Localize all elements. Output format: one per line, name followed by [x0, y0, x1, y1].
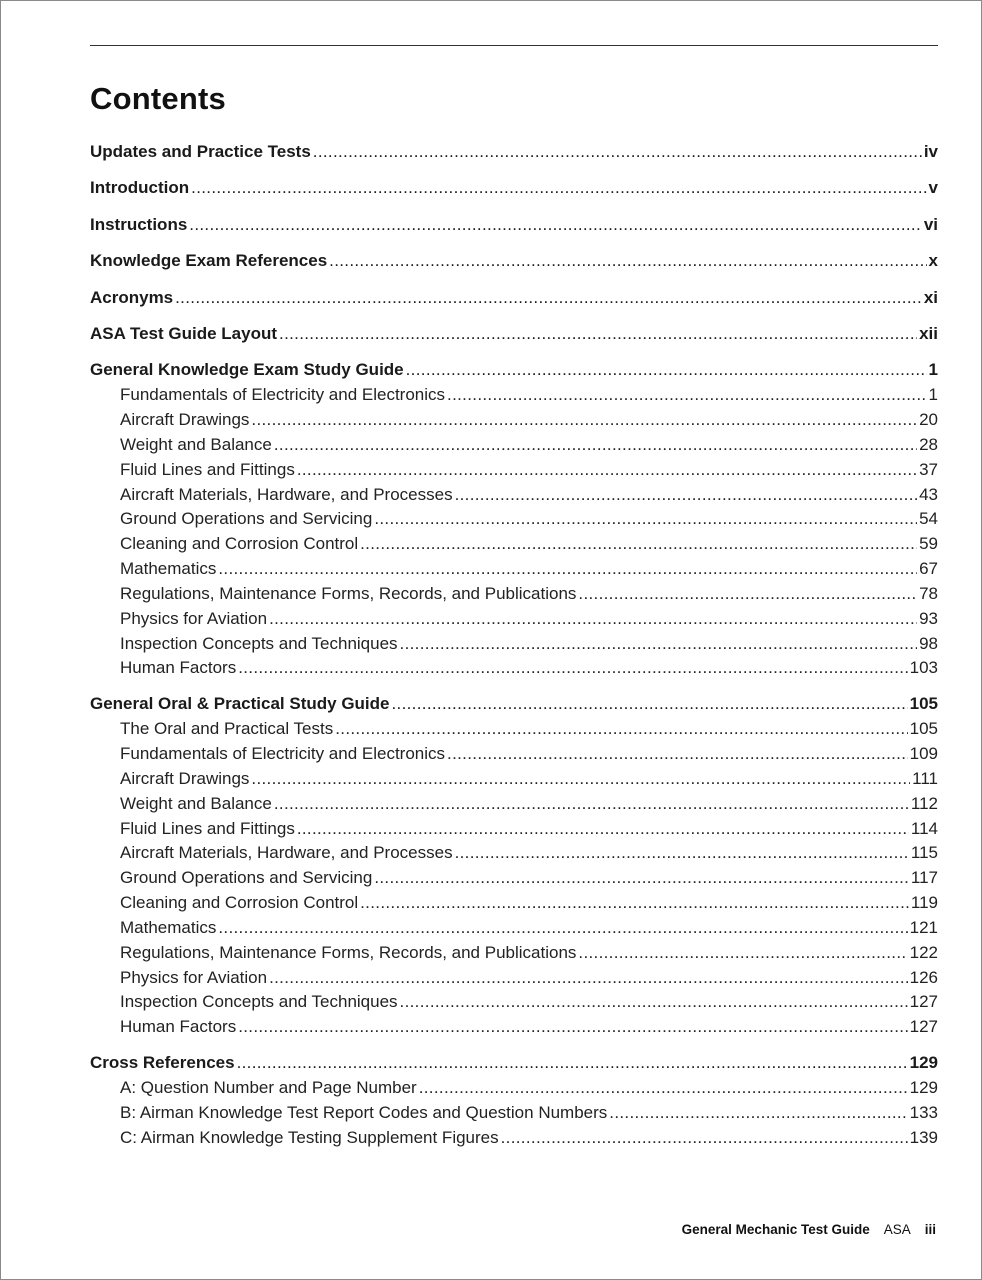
- toc-entry[interactable]: [90, 1051, 938, 1076]
- dot-leader: [400, 632, 918, 657]
- toc-entry-page-number: 67: [919, 559, 938, 579]
- top-rule: [90, 45, 938, 46]
- toc-entry-label: C: Airman Knowledge Testing Supplement Figures: [120, 1127, 499, 1147]
- toc-entry-label: Mathematics: [120, 917, 217, 937]
- toc-entry[interactable]: [90, 656, 938, 681]
- dot-leader: [251, 408, 917, 433]
- dot-leader: [360, 532, 917, 557]
- toc-entry[interactable]: [90, 458, 938, 483]
- dot-leader: [501, 1126, 908, 1151]
- dot-leader: [374, 507, 917, 532]
- toc-entry[interactable]: [90, 140, 938, 176]
- dot-leader: [609, 1101, 907, 1126]
- toc-entry-label: ASA Test Guide Layout: [90, 323, 278, 343]
- page-footer: [682, 1222, 936, 1237]
- toc-entry[interactable]: [90, 582, 938, 607]
- toc-entry-label: Aircraft Materials, Hardware, and Processes: [120, 484, 453, 504]
- footer-publisher: ASA: [883, 1222, 911, 1237]
- dot-leader: [297, 458, 917, 483]
- page-title: Contents: [90, 81, 226, 116]
- toc-entry[interactable]: [90, 742, 938, 767]
- toc-entry[interactable]: [90, 692, 938, 717]
- footer-book-title: General Mechanic Test Guide: [681, 1222, 870, 1237]
- dot-leader: [237, 1051, 908, 1075]
- footer-page-number: iii: [924, 1222, 936, 1237]
- toc-entry-page-number: 121: [909, 917, 938, 937]
- dot-leader: [251, 767, 910, 792]
- toc-entry[interactable]: [90, 358, 938, 383]
- dot-leader: [269, 607, 917, 632]
- toc-entry-page-number: 122: [909, 942, 938, 962]
- toc-entry-page-number: 1: [928, 385, 938, 405]
- toc-entry-page-number: 93: [919, 608, 938, 628]
- toc-entry[interactable]: [90, 483, 938, 508]
- toc-entry-label: Human Factors: [120, 658, 237, 678]
- toc-entry-label: Aircraft Drawings: [120, 410, 250, 430]
- dot-leader: [360, 891, 909, 916]
- toc-entry[interactable]: [90, 557, 938, 582]
- toc-entry-label: Mathematics: [120, 559, 217, 579]
- toc-entry[interactable]: [90, 249, 938, 285]
- toc-entry-page-number: xii: [919, 323, 938, 343]
- toc-entry-page-number: 98: [919, 633, 938, 653]
- toc-entry[interactable]: [90, 841, 938, 866]
- dot-leader: [374, 866, 909, 891]
- toc-entry[interactable]: [90, 717, 938, 742]
- toc-entry-page-number: 112: [910, 793, 938, 813]
- dot-leader: [447, 742, 908, 767]
- toc-entry-page-number: 20: [919, 410, 938, 430]
- toc-entry-label: Updates and Practice Tests: [90, 142, 311, 161]
- dot-leader: [189, 213, 922, 237]
- toc-entry-label: Aircraft Drawings: [120, 768, 250, 788]
- toc-entry-page-number: 111: [912, 768, 938, 788]
- toc-entry[interactable]: [90, 383, 938, 408]
- toc-entry-page-number: 139: [909, 1127, 938, 1147]
- toc-entry[interactable]: [90, 1101, 938, 1126]
- dot-leader: [218, 557, 917, 582]
- toc-entry-label: Regulations, Maintenance Forms, Records, and Publications: [120, 942, 577, 962]
- toc-entry-label: Human Factors: [120, 1017, 237, 1037]
- toc-entry[interactable]: [90, 433, 938, 458]
- toc-entry[interactable]: [90, 408, 938, 433]
- toc-entry-label: Ground Operations and Servicing: [120, 868, 373, 888]
- toc-entry[interactable]: [90, 990, 938, 1015]
- dot-leader: [578, 941, 907, 966]
- toc-entry-label: Regulations, Maintenance Forms, Records, and Publications: [120, 583, 577, 603]
- toc-entry[interactable]: [90, 866, 938, 891]
- toc-entry[interactable]: [90, 966, 938, 991]
- toc-entry-page-number: 105: [909, 719, 938, 739]
- dot-leader: [455, 483, 918, 508]
- toc-entry-page-number: 133: [909, 1102, 938, 1122]
- toc-entry-page-number: 43: [919, 484, 938, 504]
- toc-entry-page-number: 109: [909, 744, 938, 763]
- toc-entry-page-number: 127: [909, 992, 938, 1012]
- toc-entry-page-number: 114: [910, 818, 938, 838]
- dot-leader: [406, 358, 927, 382]
- dot-leader: [392, 692, 908, 716]
- toc-entry[interactable]: [90, 176, 938, 212]
- toc-entry-page-number: 117: [910, 868, 938, 888]
- dot-leader: [238, 1015, 907, 1040]
- dot-leader: [335, 717, 907, 742]
- toc-entry-page-number: 119: [910, 893, 938, 913]
- toc-entry[interactable]: [90, 792, 938, 817]
- toc-entry-page-number: 105: [909, 694, 938, 714]
- toc-entry-page-number: 129: [909, 1053, 938, 1073]
- toc-entry-page-number: 28: [919, 434, 938, 454]
- toc-entry-page-number: 37: [919, 459, 938, 479]
- dot-leader: [400, 990, 908, 1015]
- toc-entry-page-number: 115: [910, 843, 938, 863]
- toc-entry-page-number: 129: [909, 1077, 938, 1097]
- toc-entry[interactable]: [90, 916, 938, 941]
- toc-entry[interactable]: [90, 507, 938, 532]
- dot-leader: [455, 841, 909, 866]
- dot-leader: [269, 966, 908, 991]
- toc-entry-label: General Oral & Practical Study Guide: [90, 694, 390, 714]
- toc-entry[interactable]: [90, 1076, 938, 1101]
- dot-leader: [329, 249, 926, 273]
- dot-leader: [274, 433, 917, 458]
- toc-entry-page-number: vi: [923, 214, 938, 234]
- toc-entry[interactable]: [90, 532, 938, 557]
- dot-leader: [313, 140, 922, 164]
- dot-leader: [578, 582, 917, 607]
- dot-leader: [447, 383, 926, 408]
- toc-entry-label: Fluid Lines and Fittings: [120, 818, 295, 838]
- toc-entry-label: Physics for Aviation: [120, 967, 268, 987]
- dot-leader: [191, 176, 926, 200]
- toc-entry[interactable]: [90, 767, 938, 792]
- toc-entry-label: The Oral and Practical Tests: [120, 719, 334, 739]
- toc-entry-label: Instructions: [90, 214, 188, 234]
- dot-leader: [218, 916, 907, 941]
- toc-entry-label: Inspection Concepts and Techniques: [120, 992, 398, 1012]
- toc-entry-label: Physics for Aviation: [120, 608, 268, 628]
- toc-entry-page-number: 103: [909, 658, 938, 678]
- dot-leader: [297, 817, 909, 842]
- toc-entry-label: B: Airman Knowledge Test Report Codes and Question Numbers: [120, 1102, 608, 1122]
- toc-entry-label: Fluid Lines and Fittings: [120, 459, 295, 479]
- dot-leader: [238, 656, 907, 681]
- toc-entry-label: Ground Operations and Servicing: [120, 509, 373, 529]
- toc-entry-label: Introduction: [90, 178, 190, 198]
- toc-entry-label: Cross References: [90, 1053, 235, 1073]
- dot-leader: [274, 792, 909, 817]
- dot-leader: [279, 322, 917, 346]
- toc-entry-label: Knowledge Exam References: [90, 251, 328, 271]
- toc-entry-page-number: 127: [909, 1017, 938, 1037]
- toc-entry[interactable]: [90, 1126, 938, 1151]
- toc-entry-page-number: 78: [919, 583, 938, 603]
- toc-entry-page-number: x: [928, 251, 938, 271]
- toc-entry-page-number: 54: [919, 509, 938, 529]
- toc-entry-label: A: Question Number and Page Number: [120, 1077, 417, 1097]
- toc-entry-label: General Knowledge Exam Study Guide: [90, 360, 404, 380]
- toc-entry[interactable]: [90, 213, 938, 249]
- dot-leader: [419, 1076, 908, 1101]
- toc-entry-page-number: 126: [909, 967, 938, 987]
- toc-entry-page-number: v: [928, 178, 938, 198]
- toc-entry-label: Cleaning and Corrosion Control: [120, 893, 359, 913]
- toc-entry[interactable]: [90, 891, 938, 916]
- toc-entry[interactable]: [90, 632, 938, 657]
- toc-entry-page-number: xi: [923, 287, 938, 307]
- toc-entry-page-number: 1: [928, 360, 938, 380]
- toc-entry-page-number: iv: [923, 142, 938, 161]
- toc-entry-label: Acronyms: [90, 287, 174, 307]
- toc-entry[interactable]: [90, 322, 938, 358]
- toc-entry[interactable]: [90, 1015, 938, 1040]
- toc-entry-label: Weight and Balance: [120, 793, 272, 813]
- toc-entry-label: Weight and Balance: [120, 434, 272, 454]
- toc-entry-label: Fundamentals of Electricity and Electronics: [120, 744, 446, 763]
- toc-entry-label: Cleaning and Corrosion Control: [120, 534, 359, 554]
- dot-leader: [175, 286, 922, 310]
- toc-entry-label: Fundamentals of Electricity and Electronics: [120, 385, 446, 405]
- toc-entry[interactable]: [90, 607, 938, 632]
- toc-entry[interactable]: [90, 941, 938, 966]
- table-of-contents: [90, 140, 938, 1151]
- toc-entry-label: Inspection Concepts and Techniques: [120, 633, 398, 653]
- toc-entry[interactable]: [90, 286, 938, 322]
- toc-entry-label: Aircraft Materials, Hardware, and Processes: [120, 843, 453, 863]
- toc-entry[interactable]: [90, 817, 938, 842]
- toc-entry-page-number: 59: [919, 534, 938, 554]
